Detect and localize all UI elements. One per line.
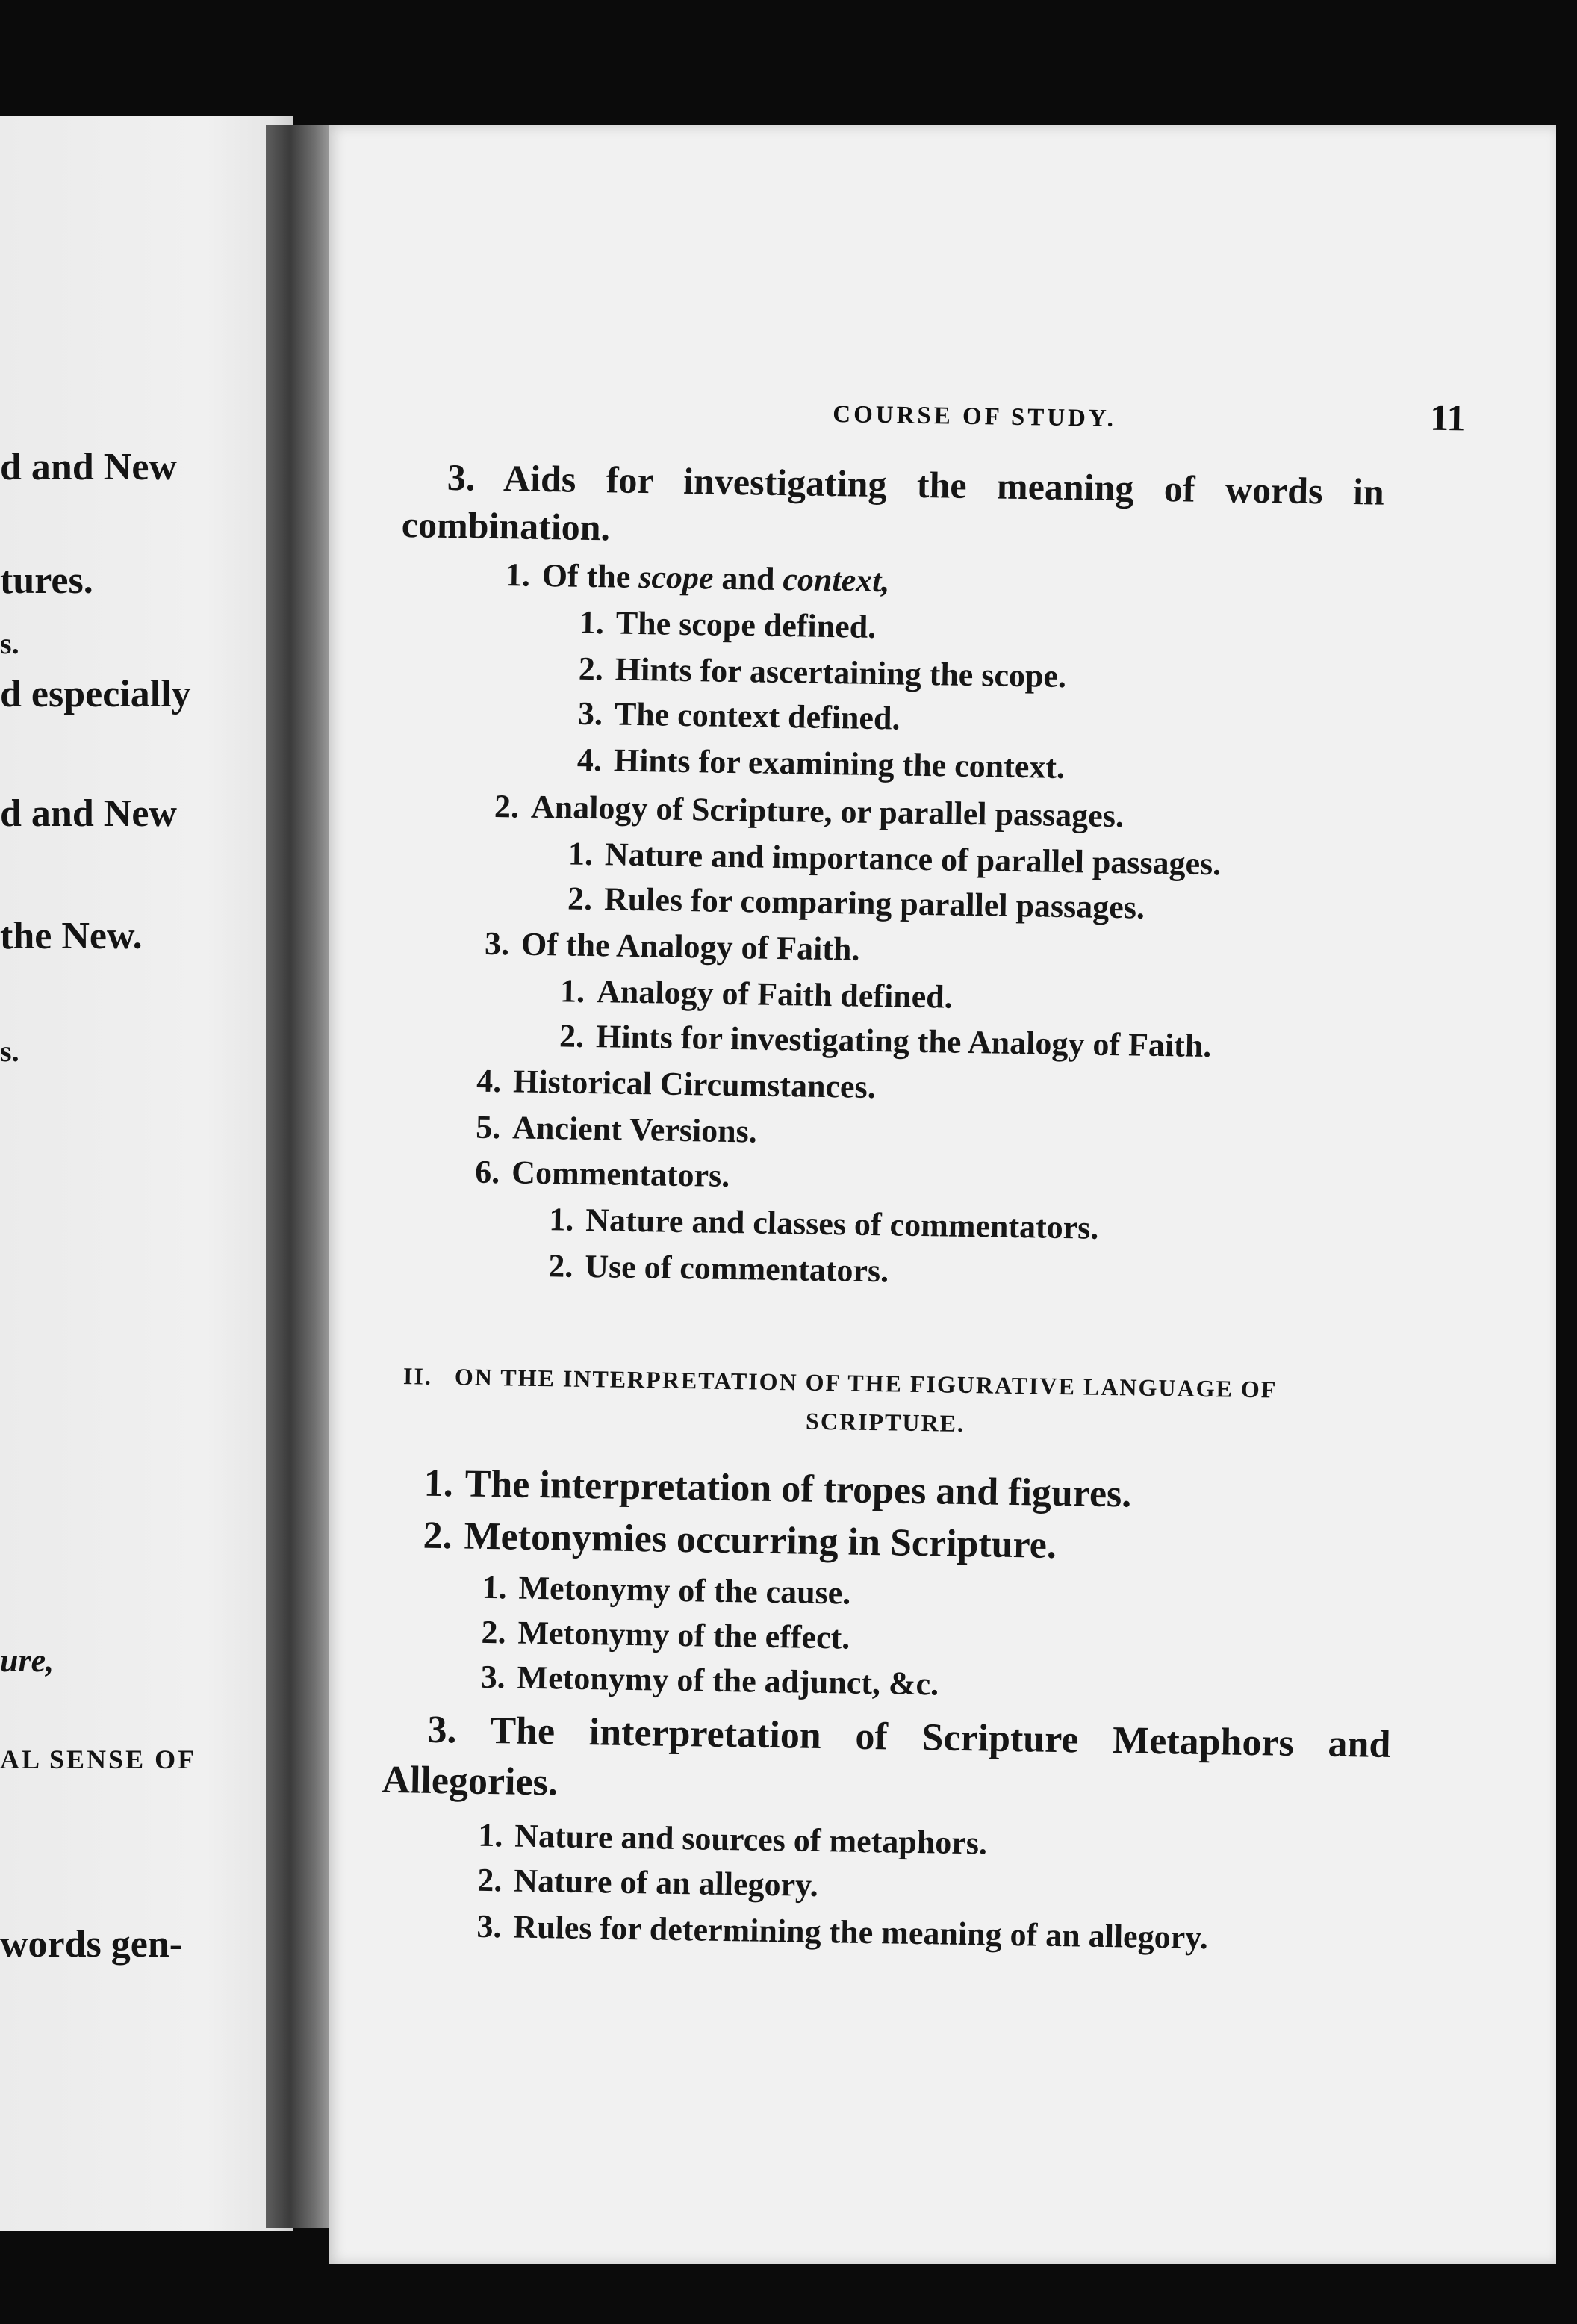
left-page-line: d and New [0,446,177,488]
outline-item: 4. Historical Circumstances. [476,1062,877,1106]
part-numeral: II. [402,1362,433,1390]
outline-subitem: 3. Rules for determining the meaning of an allegory. [476,1907,1209,1957]
left-page-line: tures. [0,559,93,602]
outline-subitem: 3. Metonymy of the adjunct, &c. [480,1658,939,1703]
part-title-continued: SCRIPTURE. [805,1407,965,1437]
left-page [0,116,293,2231]
outline-item: 2. Analogy of Scripture, or parallel passages. [494,787,1125,835]
part-title [403,1362,1278,1403]
section-heading-continued: combination. [401,503,611,549]
outline-subitem: 1. The scope defined. [579,603,877,645]
left-page-line: AL SENSE OF [0,1744,197,1774]
outline-subitem: 3. The context defined. [577,695,901,737]
outline-subitem: 4. Hints for examining the context. [576,741,1066,786]
running-head: COURSE OF STUDY. [832,401,1117,432]
outline-item: 5. Ancient Versions. [475,1108,758,1150]
section-number: 3. [447,456,476,499]
section-heading-text: Aids for investigating the meaning of words in [503,457,1385,513]
emphasis: context, [783,561,890,600]
outline-subitem: 2. Nature of an allegory. [477,1861,819,1904]
outline-subitem: 2. Rules for comparing parallel passages. [567,880,1145,926]
item-number: 1. [505,556,531,594]
emphasis: scope [638,558,714,597]
outline-item: 3. The interpretation of Scripture Metaphors and [427,1708,1391,1766]
outline-item: 2. Metonymies occurring in Scripture. [423,1514,1057,1567]
left-page-line: the New. [0,915,143,957]
outline-item: 6. Commentators. [474,1153,730,1194]
outline-subitem: 2. Use of commentators. [547,1247,889,1290]
part-title-text: ON THE INTERPRETATION OF THE FIGURATIVE LANGUAGE OF [454,1363,1278,1403]
outline-subitem: 1. Metonymy of the cause. [482,1568,851,1612]
page-number: 11 [1429,396,1466,439]
outline-item: 3. Of the Analogy of Faith. [484,925,860,968]
left-page-line: d and New [0,792,177,835]
outline-subitem: 1. Analogy of Faith defined. [559,972,954,1016]
left-page-line: s. [0,627,19,660]
outline-subitem: 1. Nature and importance of parallel passages. [567,835,1222,883]
outline-subitem: 2. Hints for ascertaining the scope. [578,650,1067,695]
left-page-line: s. [0,1034,19,1068]
outline-item-continued: Allegories. [382,1758,559,1804]
outline-subitem: 2. Hints for investigating the Analogy of Faith. [559,1017,1212,1065]
outline-item: 1. The interpretation of tropes and figures. [423,1461,1132,1516]
book-page [329,125,1556,2264]
outline-subitem: 1. Nature and sources of metaphors. [477,1816,988,1862]
outline-subitem: 1. Nature and classes of commentators. [548,1201,1099,1246]
outline-subitem: 2. Metonymy of the effect. [481,1613,850,1656]
page-text-block [382,396,1466,1957]
left-page-line: d especially [0,673,191,715]
left-page-line: ure, [0,1642,55,1679]
outline-item: 1. Of the scope and context, [505,556,890,600]
left-page-line: words gen- [0,1923,183,1966]
